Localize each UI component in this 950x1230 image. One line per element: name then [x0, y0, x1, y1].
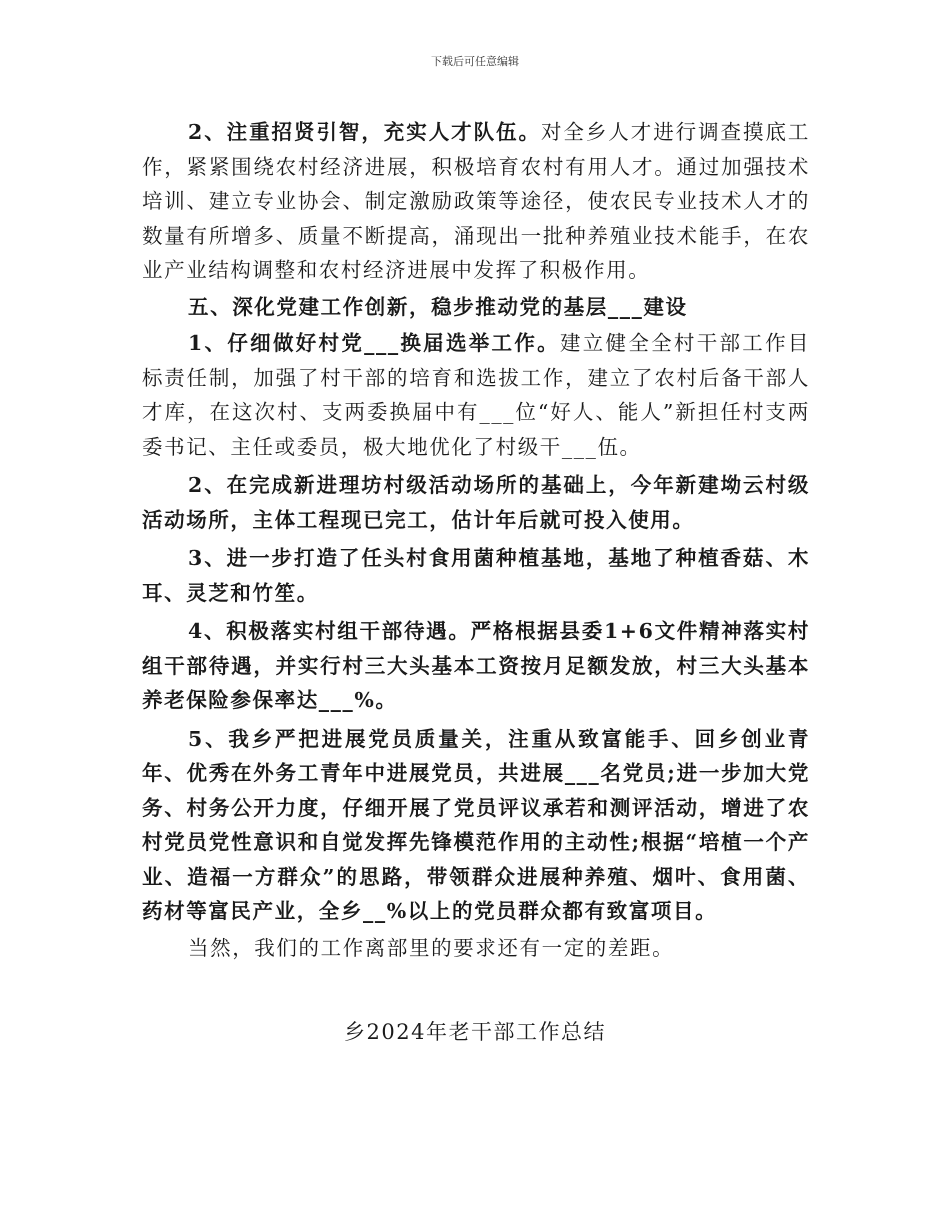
- paragraph-fungus-base: 3、进一步打造了任头村食用菌种植基地，基地了种植香菇、木耳、灵芝和竹笙。: [142, 546, 810, 605]
- paragraph-party-members: 5、我乡严把进展党员质量关，注重从致富能手、回乡创业青年、优秀在外务工青年中进展党员，共进展___名党员;进一步加大党务、村务公开力度，仔细开展了党员评议承若和测评活动，增进了农村党员党性意识和自觉发挥先锋模范作用的主动性;根据“培植一个产业、造福一方群众”的思路，带领群众进展种养殖、烟叶、食用菌、药材等富民产业，全乡__%以上的党员群众都有致富项目。: [142, 726, 810, 923]
- document-body: [142, 115, 810, 965]
- paragraph-lead: 1、仔细做好村党___换届选举工作。: [188, 331, 560, 355]
- page-header: 下载后可任意编辑: [431, 55, 519, 68]
- paragraph-body: 建立健全全村干部工作目标责任制，加强了村干部的培育和选拔工作，建立了农村后备干部人才库，在这次村、支两委换届中有___位“好人、能人”新担任村支两委书记、主任或委员，极大地优化了村级干___伍。: [142, 331, 810, 459]
- document-title: 乡2024年老干部工作总结: [344, 1020, 606, 1044]
- paragraph-cadre-treatment: 4、积极落实村组干部待遇。严格根据县委1+6文件精神落实村组干部待遇，并实行村三大头基本工资按月足额发放，村三大头基本养老保险参保率达___%。: [142, 619, 810, 712]
- paragraph-closing: 当然，我们的工作离部里的要求还有一定的差距。: [188, 935, 675, 960]
- paragraph-election: [142, 326, 810, 464]
- paragraph-lead: 2、注重招贤引智，充实人才队伍。: [188, 120, 541, 144]
- paragraph-body: 对全乡人才进行调查摸底工作，紧紧围绕农村经济进展，积极培育农村有用人才。通过加强技术培训、建立专业协会、制定激励政策等途径，使农民专业技术人才的数量有所增多、质量不断提高，涌现出一批种养殖业技术能手，在农业产业结构调整和农村经济进展中发挥了积极作用。: [142, 120, 810, 282]
- section-heading: 五、深化党建工作创新，稳步推动党的基层___建设: [188, 294, 688, 319]
- paragraph-talent: [142, 115, 810, 288]
- paragraph-activity-site: 2、在完成新进理坊村级活动场所的基础上，今年新建坳云村级活动场所，主体工程现已完工，估计年后就可投入使用。: [142, 473, 810, 532]
